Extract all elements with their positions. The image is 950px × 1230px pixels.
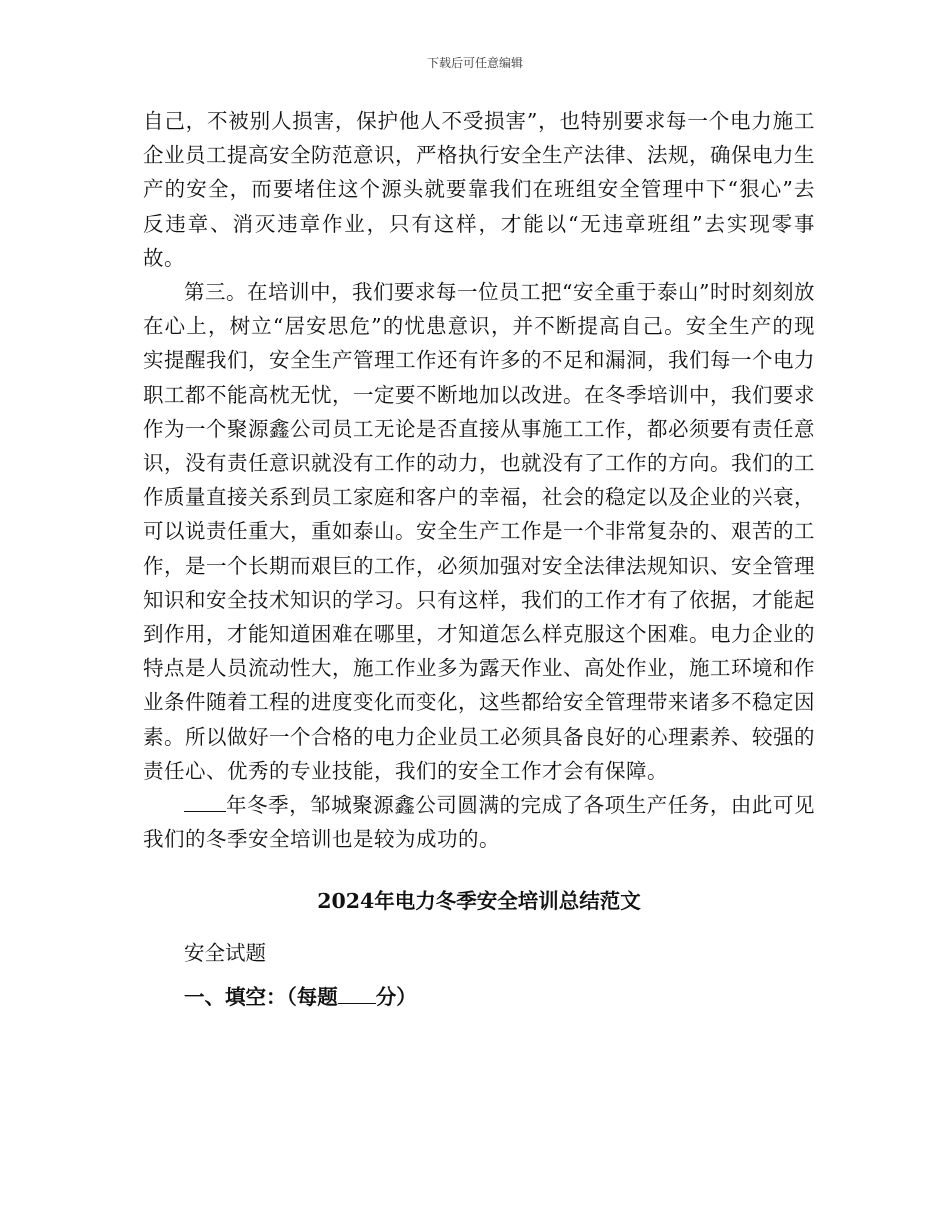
blank-underline bbox=[184, 793, 226, 812]
fill-in-suffix: 分） bbox=[375, 985, 417, 1010]
paragraph-1: 自己，不被别人损害，保护他人不受损害”，也特别要求每一个电力施工企业员工提高安全防范意识，严格执行安全生产法律、法规，确保电力生产的安全，而要堵住这个源头就要靠我们在班组安全管理中下“狠心”去反违章、消灭违章作业，只有这样，才能以“无违章班组”去实现零事故。 bbox=[143, 109, 815, 270]
section-subheading: 安全试题 bbox=[184, 941, 266, 966]
page-header-note: 下载后可任意编辑 bbox=[426, 56, 523, 70]
paragraph-3-text: 年冬季，邹城聚源鑫公司圆满的完成了各项生产任务，由此可见我们的冬季安全培训也是较为成功的。 bbox=[143, 793, 815, 852]
document-title: 2024年电力冬季安全培训总结范文 bbox=[317, 889, 641, 914]
paragraph-3 bbox=[143, 788, 815, 856]
score-blank bbox=[338, 985, 376, 1004]
fill-in-heading bbox=[184, 980, 815, 1014]
fill-in-prefix: 一、填空：（每题 bbox=[184, 985, 338, 1010]
paragraph-2: 第三。在培训中，我们要求每一位员工把“安全重于泰山”时时刻刻放在心上，树立“居安思危”的忧患意识，并不断提高自己。安全生产的现实提醒我们，安全生产管理工作还有许多的不足和漏洞，我们每一个电力职工都不能高枕无忧，一定要不断地加以改进。在冬季培训中，我们要求作为一个聚源鑫公司员工无论是否直接从事施工工作，都必须要有责任意识，没有责任意识就没有工作的动力，也就没有了工作的方向。我们的工作质量直接关系到员工家庭和客户的幸福，社会的稳定以及企业的兴衰，可以说责任重大，重如泰山。安全生产工作是一个非常复杂的、艰苦的工作，是一个长期而艰巨的工作，必须加强对安全法律法规知识、安全管理知识和安全技术知识的学习。只有这样，我们的工作才有了依据，才能起到作用，才能知道困难在哪里，才知道怎么样克服这个困难。电力企业的特点是人员流动性大，施工作业多为露天作业、高处作业，施工环境和作业条件随着工程的进度变化而变化，这些都给安全管理带来诸多不稳定因素。所以做好一个合格的电力企业员工必须具备良好的心理素养、较强的责任心、优秀的专业技能，我们的安全工作才会有保障。 bbox=[143, 280, 815, 783]
document-body bbox=[143, 104, 815, 1014]
